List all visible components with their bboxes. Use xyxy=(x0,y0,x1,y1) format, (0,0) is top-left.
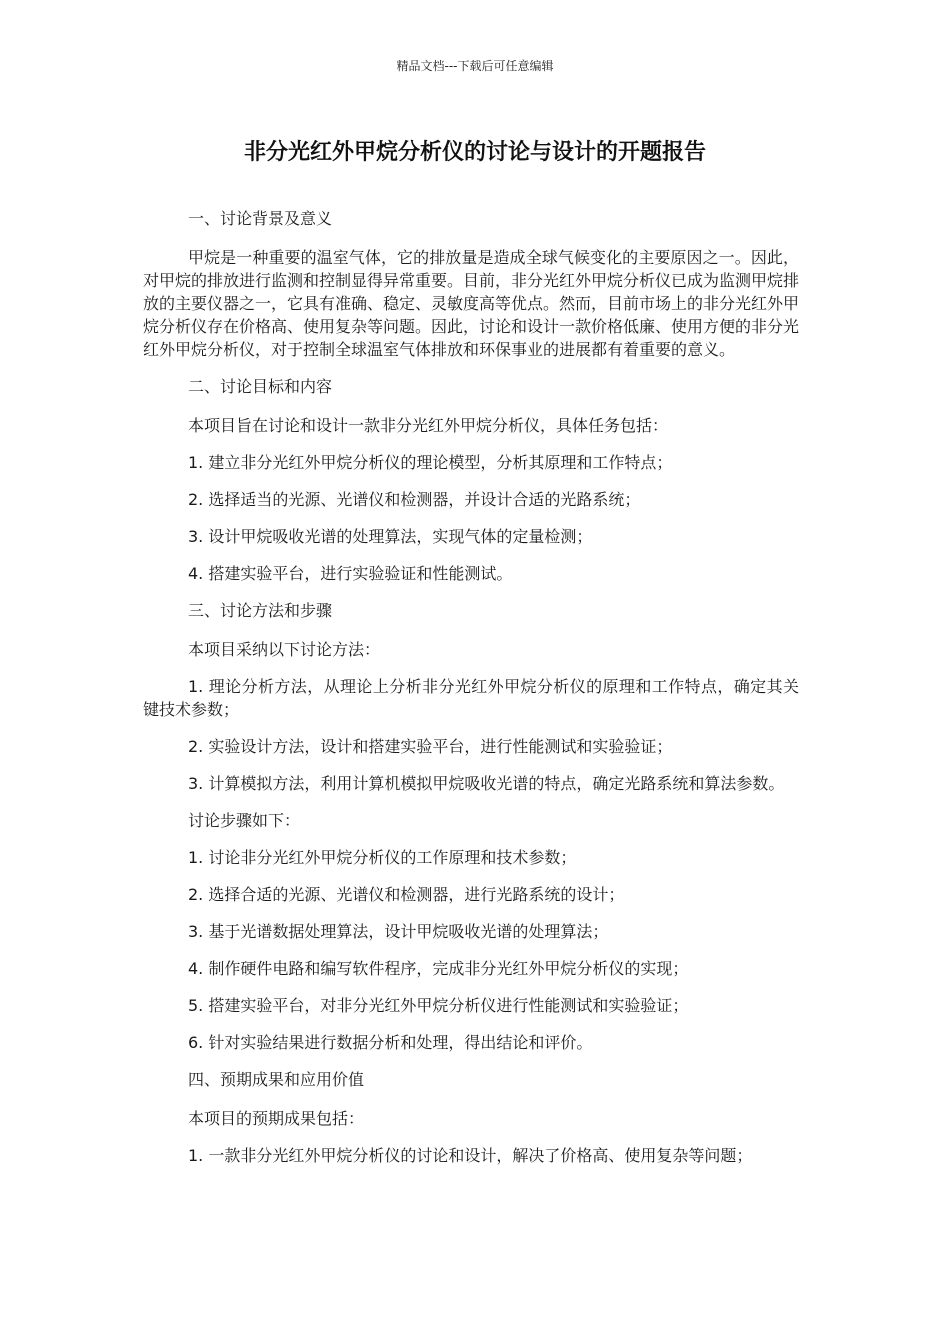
paragraph-background: 甲烷是一种重要的温室气体，它的排放量是造成全球气候变化的主要原因之一。因此，对甲烷的排放进行监测和控制显得异常重要。目前，非分光红外甲烷分析仪已成为监测甲烷排放的主要仪器之一，它具有准确、稳定、灵敏度高等优点。然而，目前市场上的非分光红外甲烷分析仪存在价格高、使用复杂等问题。因此，讨论和设计一款价格低廉、使用方便的非分光红外甲烷分析仪，对于控制全球温室气体排放和环保事业的进展都有着重要的意义。 xyxy=(143,248,800,359)
document-body xyxy=(143,207,799,1181)
paragraph-outcomes-intro: 本项目的预期成果包括： xyxy=(188,1109,365,1128)
list-item-step-5: 5. 搭建实验平台，对非分光红外甲烷分析仪进行性能测试和实验验证； xyxy=(188,996,689,1015)
paragraph-methods-intro: 本项目采纳以下讨论方法： xyxy=(188,640,381,659)
list-item-outcome-1: 1. 一款非分光红外甲烷分析仪的讨论和设计，解决了价格高、使用复杂等问题； xyxy=(188,1146,753,1165)
list-item-objective-1: 1. 建立非分光红外甲烷分析仪的理论模型，分析其原理和工作特点； xyxy=(188,453,673,472)
section-heading-outcomes: 四、预期成果和应用价值 xyxy=(188,1070,365,1089)
section-heading-methods: 三、讨论方法和步骤 xyxy=(188,601,333,620)
paragraph-objectives-intro: 本项目旨在讨论和设计一款非分光红外甲烷分析仪，具体任务包括： xyxy=(188,416,669,435)
list-item-objective-3: 3. 设计甲烷吸收光谱的处理算法，实现气体的定量检测； xyxy=(188,527,593,546)
list-item-objective-2: 2. 选择适当的光源、光谱仪和检测器，并设计合适的光路系统； xyxy=(188,490,641,509)
list-item-method-1: 1. 理论分析方法，从理论上分析非分光红外甲烷分析仪的原理和工作特点，确定其关键技术参数； xyxy=(143,677,799,719)
list-item-objective-4: 4. 搭建实验平台，进行实验验证和性能测试。 xyxy=(188,564,513,583)
list-item-step-2: 2. 选择合适的光源、光谱仪和检测器，进行光路系统的设计； xyxy=(188,885,625,904)
document-title: 非分光红外甲烷分析仪的讨论与设计的开题报告 xyxy=(243,140,706,165)
section-heading-background: 一、讨论背景及意义 xyxy=(188,209,333,228)
list-item-method-2: 2. 实验设计方法，设计和搭建实验平台，进行性能测试和实验验证； xyxy=(188,737,673,756)
running-header: 精品文档---下载后可任意编辑 xyxy=(396,59,554,73)
paragraph-steps-intro: 讨论步骤如下： xyxy=(188,811,301,830)
section-heading-objectives: 二、讨论目标和内容 xyxy=(188,377,333,396)
list-item-step-4: 4. 制作硬件电路和编写软件程序，完成非分光红外甲烷分析仪的实现； xyxy=(188,959,689,978)
list-item-method-3: 3. 计算模拟方法，利用计算机模拟甲烷吸收光谱的特点，确定光路系统和算法参数。 xyxy=(188,774,785,793)
list-item-step-1: 1. 讨论非分光红外甲烷分析仪的工作原理和技术参数； xyxy=(188,848,577,867)
list-item-step-6: 6. 针对实验结果进行数据分析和处理，得出结论和评价。 xyxy=(188,1033,593,1052)
list-item-step-3: 3. 基于光谱数据处理算法，设计甲烷吸收光谱的处理算法； xyxy=(188,922,609,941)
